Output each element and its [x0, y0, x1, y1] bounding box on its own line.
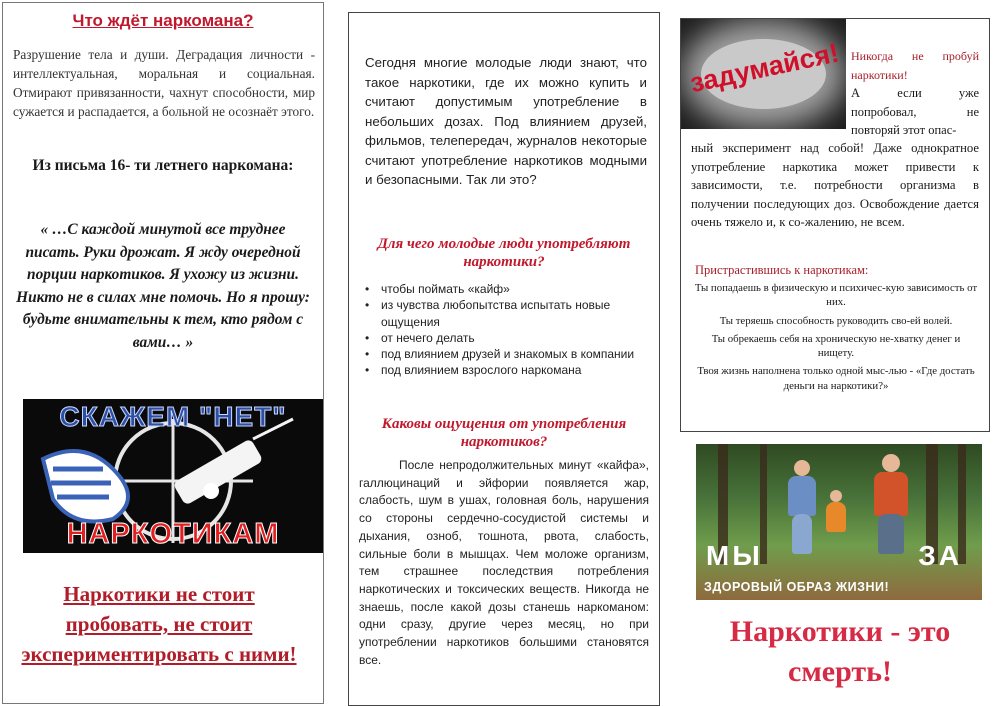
photo-slogan: МЫ ЗА: [706, 540, 962, 571]
child-figure: [826, 502, 846, 532]
reasons-heading: Для чего молодые люди употребляют наркотики?: [377, 236, 631, 270]
reasons-list: [363, 281, 647, 379]
think-badge-text: задумайся!: [687, 37, 842, 99]
list-item: • под влиянием друзей и знакомых в компании: [363, 346, 647, 362]
think-badge: [681, 19, 846, 129]
warning-heading: Никогда не пробуй наркотики!: [851, 49, 979, 82]
left-panel: [2, 2, 324, 704]
consequences-list: [693, 281, 979, 397]
letter-quote: « …С каждой минутой все труднее писать. Руки дрожат. Я жду очередной порции наркотиков. Я ухожу из жизни. Никто не в силах мне помочь. Но я прошу: будьте внимательны к тем, кто рядом с вами… »: [16, 221, 310, 351]
warning-main-text: ный эксперимент над собой! Даже однократное употребление наркотика может привести к зависимости, т.е. потребности организма в получении последующих доз. Освобождение дается очень тяжело и, к со-жалению, не всем.: [691, 141, 979, 229]
man-figure: [874, 472, 908, 516]
list-item: • от нечего делать: [363, 330, 647, 346]
say-no-banner: [23, 399, 323, 553]
photo-slogan-bottom: ЗДОРОВЫЙ ОБРАЗ ЖИЗНИ!: [704, 580, 890, 594]
list-item: Ты теряешь способность руководить сво-ей волей.: [719, 314, 953, 327]
right-panel: [680, 18, 990, 432]
middle-intro-text: Сегодня многие молодые люди знают, что такое наркотики, где их можно купить и считают допустимым употребление в небольших дозах. Под влиянием друзей, фильмов, телепередач, журналов некоторые считают употребление наркотиков модными и безопасными. Так ли это?: [365, 55, 647, 187]
addicted-heading: Пристрастившись к наркотикам:: [695, 263, 869, 277]
list-item: Твоя жизнь наполнена только одной мыс-лью - «Где достать деньги на наркотики?»: [697, 365, 975, 392]
letter-heading: Из письма 16- ти летнего наркомана:: [32, 157, 294, 174]
warning-side-body: А если уже попробовал, не повторяй этот опас-: [851, 86, 979, 137]
middle-panel: [348, 12, 660, 706]
warning-side-text: [851, 47, 979, 140]
sensations-text: После непродолжительных минут «кайфа», галлюцинаций и эйфории появляется жар, слабость, шум в ушах, головная боль, нарушения со стороны сердечно-сосудистой системы и дыхания, озноб, тошнота, рвота, слабость, сильные боли в мышцах. Чем моложе организм, тем страшнее последствия потребления наркотических и токсических веществ. Никогда не знаешь, после какой дозы станешь наркоманом: одни сразу, другие через месяц, но при употреблении наркотиков большими становятся все.: [359, 458, 649, 667]
banner-say-no-text: СКАЖЕМ "НЕТ": [59, 401, 287, 432]
left-title: Что ждёт наркомана?: [72, 11, 254, 30]
left-intro-text: Разрушение тела и души. Деградация личности - интеллектуальная, моральная и социальная. Отмирают привязанности, чахнут способности, мир сужается и распадается, а больной не осознаёт этого.: [13, 47, 315, 119]
final-slogan: Наркотики - это смерть!: [729, 615, 951, 688]
list-item: • под влиянием взрослого наркомана: [363, 362, 647, 378]
woman-figure: [788, 476, 816, 516]
sensations-heading: Каковы ощущения от употребления наркотиков?: [381, 416, 627, 450]
list-item: Ты обрекаешь себя на хроническую не-хватку денег и нищету.: [711, 332, 961, 360]
banner-drugs-text: НАРКОТИКАМ: [66, 518, 280, 550]
list-item: • из чувства любопытства испытать новые ощущения: [363, 297, 647, 330]
list-item: Ты попадаешь в физическую и психичес-кую зависимость от них.: [694, 282, 978, 309]
list-item: • чтобы поймать «кайф»: [363, 281, 647, 297]
healthy-lifestyle-photo: [696, 444, 982, 600]
left-call-to-action: Наркотики не стоит пробовать, не стоит экспериментировать с ними!: [21, 582, 297, 666]
